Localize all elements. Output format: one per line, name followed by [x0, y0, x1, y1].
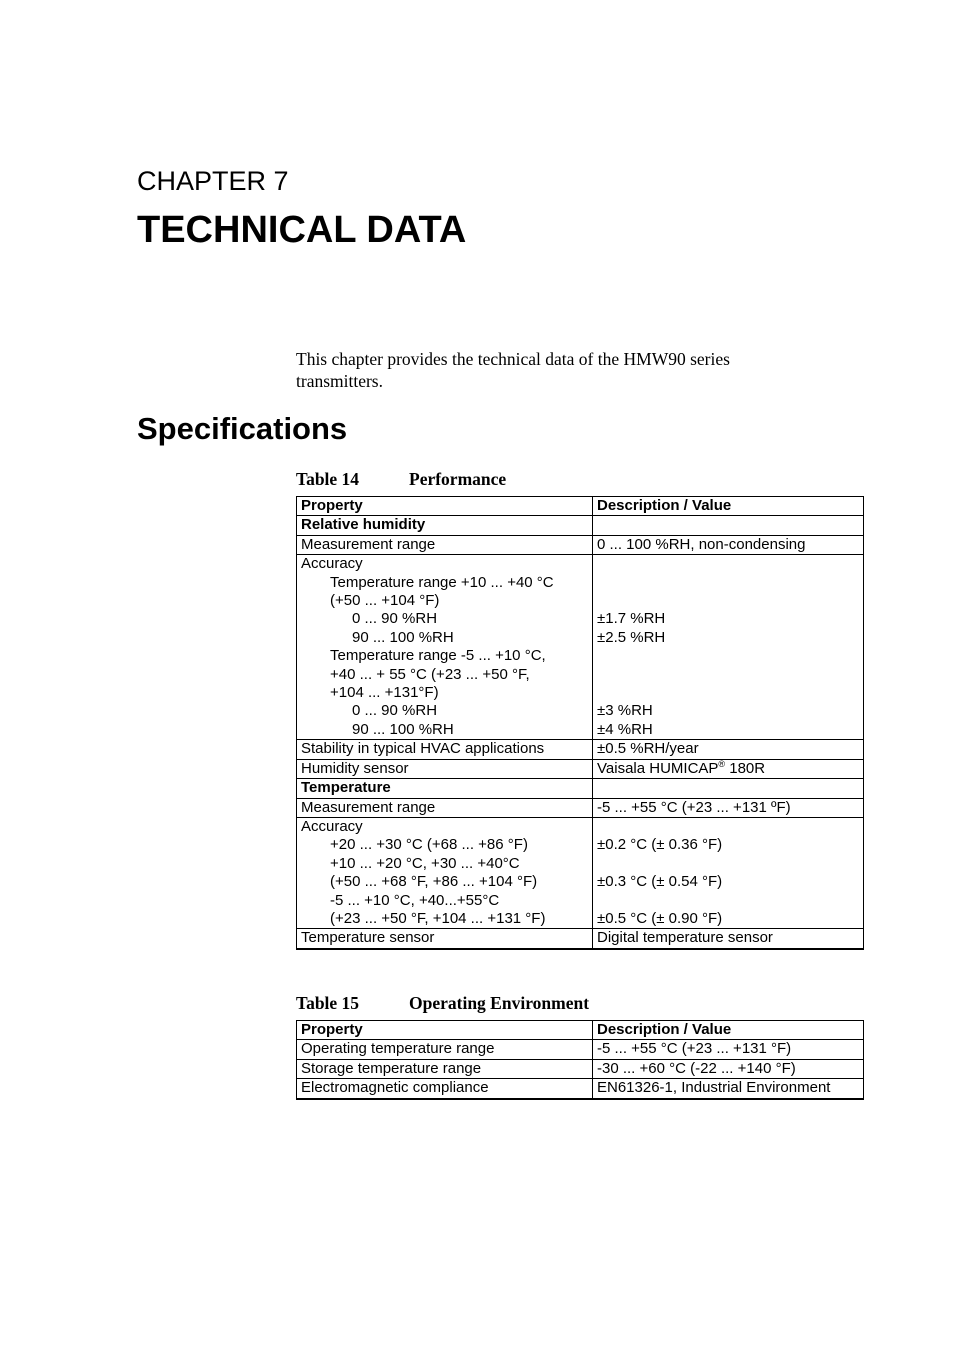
- section-heading: Specifications: [137, 411, 348, 446]
- operating-environment-table: [296, 1020, 864, 1100]
- table14-caption-title: Performance: [409, 469, 507, 489]
- accuracy-value: ±1.7 %RH: [597, 610, 666, 628]
- row-value: EN61326-1, Industrial Environment: [593, 1079, 864, 1099]
- accuracy-value: ±3 %RH: [597, 702, 653, 720]
- temp-range-line: +40 ... + 55 °C (+23 ... +50 °F,: [330, 665, 530, 683]
- table-row: [297, 759, 864, 778]
- temp-range-line: +10 ... +20 °C, +30 ... +40°C: [330, 854, 520, 872]
- temp-range-line: Temperature range -5 ... +10 °C,: [330, 647, 546, 665]
- rh-range-line: 90 ... 100 %RH: [352, 628, 454, 646]
- table-row: [297, 555, 864, 740]
- row-value: -5 ... +55 °C (+23 ... +131 °F): [593, 1040, 864, 1059]
- table-row: [297, 929, 864, 949]
- table-row: [297, 817, 864, 928]
- table-row: [297, 1079, 864, 1099]
- accuracy-value: ±2.5 %RH: [597, 628, 666, 646]
- temp-range-line: +20 ... +30 °C (+68 ... +86 °F): [330, 836, 528, 854]
- rh-range-line: 0 ... 90 %RH: [352, 610, 438, 628]
- row-value: 0 ... 100 %RH, non-condensing: [593, 535, 864, 554]
- table-header-row: [297, 497, 864, 516]
- table-header-row: [297, 1021, 864, 1040]
- table14-caption: [296, 468, 506, 490]
- row-label: Measurement range: [297, 535, 593, 554]
- rh-range-line: 0 ... 90 %RH: [352, 702, 438, 720]
- temp-range-line: (+50 ... +68 °F, +86 ... +104 °F): [330, 873, 538, 891]
- row-label: Electromagnetic compliance: [297, 1079, 593, 1099]
- table14-caption-number: Table 14: [296, 469, 360, 489]
- table15-caption: [296, 992, 589, 1014]
- temp-accuracy-values: [593, 817, 864, 928]
- row-label: Accuracy: [301, 817, 363, 835]
- row-label: Humidity sensor: [297, 759, 593, 778]
- temp-range-line: (+23 ... +50 °F, +104 ... +131 °F): [330, 909, 546, 927]
- accuracy-value: ±0.3 °C (± 0.54 °F): [597, 873, 723, 891]
- table-row: [297, 535, 864, 554]
- row-label: Operating temperature range: [297, 1040, 593, 1059]
- row-value: -5 ... +55 °C (+23 ... +131 ºF): [593, 798, 864, 817]
- row-value: ±0.5 %RH/year: [593, 740, 864, 759]
- empty-cell: [593, 516, 864, 535]
- rh-range-line: 90 ... 100 %RH: [352, 720, 454, 738]
- accuracy-value: ±0.2 °C (± 0.36 °F): [597, 836, 723, 854]
- chapter-number: CHAPTER 7: [137, 166, 289, 196]
- rh-accuracy-labels: [297, 555, 593, 740]
- table-row: [297, 740, 864, 759]
- table-row: [297, 1059, 864, 1078]
- rh-accuracy-values: [593, 555, 864, 740]
- row-label: Stability in typical HVAC applications: [297, 740, 593, 759]
- table-section-row: [297, 779, 864, 798]
- temp-range-line: +104 ... +131°F): [330, 684, 439, 702]
- sensor-model: 180R: [725, 759, 766, 777]
- table-row: [297, 1040, 864, 1059]
- accuracy-value: ±0.5 °C (± 0.90 °F): [597, 909, 723, 927]
- row-label: Accuracy: [301, 555, 363, 573]
- temp-range-line: (+50 ... +104 °F): [330, 592, 440, 610]
- table15-caption-title: Operating Environment: [409, 993, 590, 1013]
- row-value: [593, 759, 864, 778]
- intro-paragraph: This chapter provides the technical data of the HMW90 series transmitters.: [296, 349, 730, 391]
- section-relative-humidity: Relative humidity: [297, 516, 593, 535]
- temp-range-line: Temperature range +10 ... +40 °C: [330, 573, 554, 591]
- header-property: Property: [297, 497, 593, 516]
- header-value: Description / Value: [593, 497, 864, 516]
- registered-mark: ®: [718, 758, 726, 769]
- row-label: Temperature sensor: [297, 929, 593, 949]
- sensor-name: Vaisala HUMICAP: [597, 759, 719, 777]
- temp-accuracy-labels: [297, 817, 593, 928]
- row-label: Measurement range: [297, 798, 593, 817]
- row-label: Storage temperature range: [297, 1059, 593, 1078]
- empty-cell: [593, 779, 864, 798]
- section-temperature: Temperature: [297, 779, 593, 798]
- performance-table: [296, 496, 864, 950]
- accuracy-value: ±4 %RH: [597, 720, 653, 738]
- header-property: Property: [297, 1021, 593, 1040]
- table-row: [297, 798, 864, 817]
- row-value: Digital temperature sensor: [593, 929, 864, 949]
- header-value: Description / Value: [593, 1021, 864, 1040]
- table15-caption-number: Table 15: [296, 993, 360, 1013]
- temp-range-line: -5 ... +10 °C, +40...+55°C: [330, 891, 500, 909]
- chapter-title: TECHNICAL DATA: [137, 209, 467, 251]
- row-value: -30 ... +60 °C (-22 ... +140 °F): [593, 1059, 864, 1078]
- table-section-row: [297, 516, 864, 535]
